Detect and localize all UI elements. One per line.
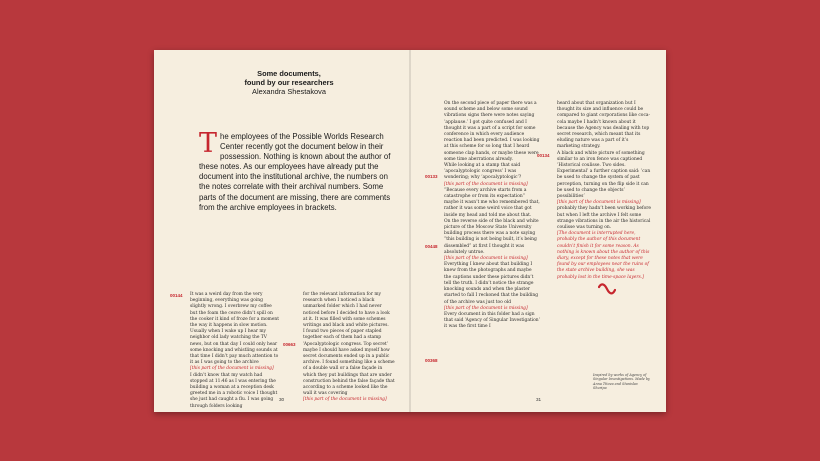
missing-part-note: [this part of the document is missing] xyxy=(444,305,528,311)
archive-number: 00134 xyxy=(537,153,550,158)
right-page xyxy=(410,50,666,412)
squiggle-ornament xyxy=(598,283,616,295)
body-paragraph: I found two pieces of paper stapled together each of them had a stamp ‘Apocalyptologic congress. Top secret’ maybe I should have asked myself how secret documents ended up in a public archive. I found something like a scheme of a double wall or a false façade in which they put buildings that are under construction behind the false façade that according to a scheme looked like the wall it was covering xyxy=(303,329,395,397)
left-column-1 xyxy=(190,292,280,410)
missing-part-note: [this part of the document is missing] xyxy=(444,181,528,187)
article-title-line-1: Some documents, xyxy=(257,69,321,78)
credit-text: Inspired by works of Agency of Singular Investigations. Made by Anna Titova and Stanislav Shuripa xyxy=(593,373,650,391)
right-column-2 xyxy=(557,101,652,281)
archive-number: 00368 xyxy=(425,358,438,363)
body-paragraph: heard about that organization but I thought its size and influence could be compared to giant corporations like coca-cola maybe I hadn’t known about it because the Agency was dealing with top secret research, which meant that its eluding nature was a part of it’s marketing strategy. xyxy=(557,101,651,150)
archive-number: 00663 xyxy=(283,342,296,347)
body-paragraph: On the reverse side of the black and white picture of the Moscow State University building process there was a note saying “this building is not being built, it’s being dissembled” at first I thought it was absolutely untrue. xyxy=(444,218,539,255)
page-number: 31 xyxy=(536,397,542,402)
body-paragraph: It was a weird day from the very beginning, everything was going slightly wrong. I overbrew my coffee but the foam the cezve didn’t spill on the cooker it kind of froze for a moment the way it happens in slow motion. Usually when I wake up I hear my neighbor old lady watching the TV news, but on that day I could only hear some knocking and whistling sounds at that time I didn’t pay much attention to it as I was going to the archive xyxy=(190,292,280,366)
page-number: 30 xyxy=(279,397,285,402)
body-paragraph: I didn’t know that my watch had stopped at 11:46 as I was entering the building a woman at a reception desk greeted me in a robotic voice I thought she just had caught a flu. I was going through folders looking xyxy=(190,372,278,409)
archive-number: 00144 xyxy=(170,293,183,298)
intro-text: he employees of the Possible Worlds Research Center recently got the document below in their possession. Nothing is known about the author of these notes. As our employees have already put the document into the institutional archive, the numbers on the notes correlate with their archival numbers. Some parts of the document are missing, there are comments from the archive employees in brackets. xyxy=(199,132,391,212)
body-paragraph: Every document in this folder had a sign that said ‘Agency of Singular Investigation’ it was the first time I xyxy=(444,311,541,330)
article-title-line-2: found by our researchers xyxy=(244,78,334,88)
missing-part-note: [this part of the document is missing] xyxy=(444,256,528,262)
body-paragraph: While looking at a stamp that said ‘apocalyptologic congress’ I was wondering; why ‘apocalyptologic’? xyxy=(444,163,522,181)
left-column-2 xyxy=(303,292,395,404)
intro-paragraph xyxy=(199,128,394,213)
missing-part-note: [this part of the document is missing] xyxy=(303,397,387,403)
archive-number: 00133 xyxy=(425,174,438,179)
archive-number: 00448 xyxy=(425,244,438,249)
editor-comment: [The document is interrupted here, probably the author of this document couldn’t finish it for some reason. As nothing is known about the author of this diary, except for these notes that were found by our employees near the ruins of the state archive building, she was probably lost in the time-space layers.] xyxy=(557,231,650,280)
article-heading xyxy=(194,69,384,97)
body-paragraph: for the relevant information for my research when I noticed a black unmarked folder which I had never noticed before I decided to have a look at it. It was filled with some schemes writings and black and white pictures. xyxy=(303,292,390,329)
body-paragraph: A black and white picture of something similar to an iron fence was captioned ‘Historical coulisse. Two sides. Experimental’ a further caption said: ‘can be used to change the system of past perception, turning on the flip side it can be used to change the objects’ possibilities’ xyxy=(557,150,651,200)
body-paragraph: Everything I knew about that building I knew from the photographs and maybe the captions under these pictures didn’t tell the truth. I didn’t notice the strange knocking sounds and when the plaster started to fall I reckoned that the building of the archive was just too old xyxy=(444,262,539,305)
body-paragraph: On the second piece of paper there was a sound scheme and below some sound vibrations signs there were notes saying ‘applause.’ I got quite confused and I thought it was a part of a script for some conference in which every audience reaction had been predicted. I was looking at this scheme for so long that I heard someone clap hands, or maybe these were some time aberrations already. xyxy=(444,101,540,162)
right-column-1 xyxy=(444,101,540,331)
missing-part-note: [this part of the document is missing] xyxy=(557,200,641,206)
missing-part-note: [this part of the document is missing] xyxy=(190,366,274,372)
article-author: Alexandra Shestakova xyxy=(252,87,326,97)
book-spread xyxy=(154,50,666,412)
body-paragraph: “Because every archive starts from a catastrophe or from its expectation” maybe it wasn’t me who remembered that, rather it was some weird voice that got inside my head and told me about that. xyxy=(444,187,540,218)
left-page xyxy=(154,50,410,412)
body-paragraph: probably they hadn’t been working before but when I left the archive I felt some strange vibrations in the air the historical coulisse was turning on. xyxy=(557,206,651,231)
drop-cap: T xyxy=(199,128,218,159)
